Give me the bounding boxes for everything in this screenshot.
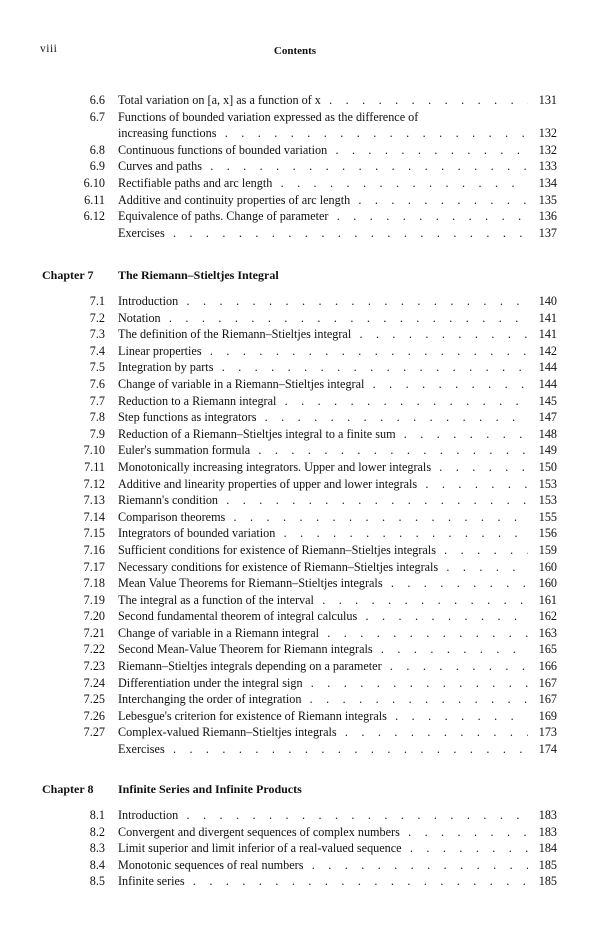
section-title: Riemann's condition . . . — [118, 492, 528, 509]
page-reference: 156 — [538, 526, 557, 541]
section-title: Additive and linearity properties of upper and lower integrals . . . — [118, 476, 528, 493]
section-title: The definition of the Riemann–Stieltjes integral . . . — [118, 326, 528, 343]
section-title: Differentiation under the integral sign . . . — [118, 675, 528, 692]
section-title: Integration by parts . . . — [118, 359, 528, 376]
page-reference: 167 — [538, 675, 557, 690]
chapter-8-label: Chapter 8 — [42, 782, 94, 796]
section-number: 8.4 — [89, 857, 105, 872]
section-number: 7.26 — [83, 708, 105, 723]
toc-entry — [0, 608, 590, 625]
page-reference: 140 — [538, 294, 557, 308]
toc-entry — [0, 724, 590, 741]
section-number: 8.2 — [89, 824, 105, 839]
page-reference: 153 — [538, 493, 557, 508]
page-number: viii — [40, 43, 58, 55]
chapter-7-entries — [0, 293, 590, 758]
section-number: 7.2 — [89, 310, 105, 325]
toc-entry — [0, 559, 590, 576]
toc-entry — [0, 675, 590, 692]
page-reference: 147 — [538, 410, 557, 425]
toc-entry — [0, 175, 590, 192]
section-number: 7.6 — [89, 376, 105, 391]
page-reference: 166 — [538, 659, 557, 674]
toc-entry — [0, 208, 590, 225]
chapter-7-title: The Riemann–Stieltjes Integral — [118, 268, 279, 282]
section-number: 7.12 — [83, 476, 105, 491]
section-title: Introduction . . . — [118, 807, 528, 824]
section-number: 7.20 — [83, 609, 105, 624]
section-number: 7.16 — [83, 542, 105, 557]
section-number: 8.5 — [89, 874, 105, 889]
page-reference: 169 — [538, 708, 557, 723]
section-number: 7.18 — [83, 576, 105, 591]
toc-entry — [0, 125, 590, 142]
page-reference: 173 — [538, 725, 557, 740]
toc-entry — [0, 109, 590, 126]
section-number: 7.13 — [83, 493, 105, 508]
toc-entry — [0, 807, 590, 824]
page-reference: 141 — [538, 327, 557, 342]
section-number: 7.11 — [84, 459, 105, 474]
toc-entry — [0, 708, 590, 725]
section-title: Sufficient conditions for existence of Riemann–Stieltjes integrals . . . — [118, 542, 528, 559]
section-number: 7.15 — [83, 526, 105, 541]
section-number: 6.7 — [89, 109, 105, 124]
toc-entry — [0, 873, 590, 890]
toc-entry — [0, 409, 590, 426]
toc-entry — [0, 476, 590, 493]
section-title: Equivalence of paths. Change of parameter . . . — [118, 208, 528, 225]
page-reference: 162 — [538, 609, 557, 624]
section-title: Second Mean-Value Theorem for Riemann integrals . . . — [118, 641, 528, 658]
chapter-7-label: Chapter 7 — [42, 268, 94, 282]
toc-entry — [0, 509, 590, 526]
section-title: Monotonic sequences of real numbers . . . — [118, 857, 528, 874]
section-title: Comparison theorems . . . — [118, 509, 528, 526]
chapter-6-entries — [0, 92, 590, 241]
chapter-8-heading — [0, 780, 590, 798]
section-number: 7.24 — [83, 675, 105, 690]
page-reference: 161 — [538, 592, 557, 607]
section-title: Change of variable in a Riemann integral . . . — [118, 625, 528, 642]
section-number: 7.17 — [83, 559, 105, 574]
page-reference: 184 — [538, 841, 557, 856]
section-title: Euler's summation formula . . . — [118, 442, 528, 459]
page-reference: 132 — [538, 126, 557, 141]
page-reference: 131 — [538, 93, 557, 107]
section-title: Complex-valued Riemann–Stieltjes integrals . . . — [118, 724, 528, 741]
toc-entry — [0, 343, 590, 360]
section-number: 6.9 — [89, 159, 105, 174]
page-reference: 132 — [538, 142, 557, 157]
section-title: increasing functions . . . — [118, 125, 528, 142]
page-reference: 142 — [538, 343, 557, 358]
toc-entry — [0, 641, 590, 658]
section-title: Infinite series . . . — [118, 873, 528, 890]
section-title: Continuous functions of bounded variation . . . — [118, 142, 528, 159]
section-number: 8.3 — [89, 841, 105, 856]
section-title: Limit superior and limit inferior of a real-valued sequence . . . — [118, 840, 528, 857]
toc-entry — [0, 542, 590, 559]
toc-entry — [0, 658, 590, 675]
toc-entry — [0, 575, 590, 592]
section-number: 7.22 — [83, 642, 105, 657]
page-reference: 183 — [538, 824, 557, 839]
section-title: Additive and continuity properties of arc length . . . — [118, 192, 528, 209]
page-reference: 134 — [538, 175, 557, 190]
section-title: Linear properties . . . — [118, 343, 528, 360]
page-reference: 174 — [538, 742, 557, 757]
section-title: Second fundamental theorem of integral calculus . . . — [118, 608, 528, 625]
section-number: 6.6 — [89, 93, 105, 107]
section-title: Riemann–Stieltjes integrals depending on a parameter . . . — [118, 658, 528, 675]
page-reference: 150 — [538, 459, 557, 474]
section-title: Exercises . . . — [118, 741, 528, 758]
section-title: Convergent and divergent sequences of complex numbers . . . — [118, 824, 528, 841]
page-reference: 137 — [538, 225, 557, 240]
toc-entry — [0, 691, 590, 708]
section-number: 6.8 — [89, 142, 105, 157]
section-number: 7.23 — [83, 659, 105, 674]
section-title: Monotonically increasing integrators. Upper and lower integrals . . . — [118, 459, 528, 476]
section-number: 8.1 — [89, 808, 105, 822]
chapter-7-heading — [0, 266, 590, 284]
section-title: Interchanging the order of integration . . . — [118, 691, 528, 708]
toc-entry — [0, 142, 590, 159]
page-reference: 160 — [538, 559, 557, 574]
section-number: 7.25 — [83, 692, 105, 707]
section-number: 6.12 — [83, 209, 105, 224]
section-title: Step functions as integrators . . . — [118, 409, 528, 426]
section-number: 7.5 — [89, 360, 105, 375]
page-reference: 155 — [538, 509, 557, 524]
section-number: 7.7 — [89, 393, 105, 408]
page-reference: 144 — [538, 376, 557, 391]
page-reference: 153 — [538, 476, 557, 491]
section-number: 7.27 — [83, 725, 105, 740]
section-number: 7.9 — [89, 426, 105, 441]
section-title: Rectifiable paths and arc length . . . — [118, 175, 528, 192]
toc-entry — [0, 92, 590, 109]
page-reference: 144 — [538, 360, 557, 375]
section-title: Reduction to a Riemann integral . . . — [118, 393, 528, 410]
section-title: Necessary conditions for existence of Riemann–Stieltjes integrals . . . — [118, 559, 528, 576]
section-title: The integral as a function of the interval . . . — [118, 592, 528, 609]
page-reference: 167 — [538, 692, 557, 707]
toc-entry — [0, 393, 590, 410]
page-reference: 136 — [538, 209, 557, 224]
page-reference: 185 — [538, 857, 557, 872]
page-reference: 159 — [538, 542, 557, 557]
section-title: Integrators of bounded variation . . . — [118, 525, 528, 542]
toc-entry — [0, 625, 590, 642]
toc-entry — [0, 158, 590, 175]
toc-entry — [0, 592, 590, 609]
section-number: 7.10 — [83, 443, 105, 458]
section-number: 6.10 — [83, 175, 105, 190]
page-reference: 185 — [538, 874, 557, 889]
toc-entry — [0, 459, 590, 476]
toc-entry — [0, 293, 590, 310]
chapter-8-title: Infinite Series and Infinite Products — [118, 782, 302, 796]
section-title: Exercises . . . — [118, 225, 528, 242]
toc-entry — [0, 326, 590, 343]
page-reference: 165 — [538, 642, 557, 657]
page-reference: 163 — [538, 625, 557, 640]
chapter-8-entries — [0, 807, 590, 890]
toc-entry — [0, 192, 590, 209]
toc-entry — [0, 225, 590, 242]
page-reference: 133 — [538, 159, 557, 174]
page-reference: 149 — [538, 443, 557, 458]
section-title: Change of variable in a Riemann–Stieltjes integral . . . — [118, 376, 528, 393]
section-number: 7.14 — [83, 509, 105, 524]
section-title: Total variation on [a, x] as a function of x . . . — [118, 92, 528, 109]
section-number: 7.3 — [89, 327, 105, 342]
toc-entry — [0, 442, 590, 459]
section-title: Notation . . . — [118, 310, 528, 327]
page-reference: 160 — [538, 576, 557, 591]
section-title: Functions of bounded variation expressed as the difference of — [118, 109, 419, 124]
toc-entry — [0, 857, 590, 874]
toc-entry — [0, 525, 590, 542]
toc-entry — [0, 492, 590, 509]
toc-entry — [0, 824, 590, 841]
toc-entry — [0, 426, 590, 443]
running-title: Contents — [273, 45, 317, 57]
section-title: Lebesgue's criterion for existence of Riemann integrals . . . — [118, 708, 528, 725]
section-number: 6.11 — [84, 192, 105, 207]
section-number: 7.8 — [89, 410, 105, 425]
section-title: Reduction of a Riemann–Stieltjes integral to a finite sum . . . — [118, 426, 528, 443]
page-reference: 135 — [538, 192, 557, 207]
page-reference: 183 — [538, 808, 557, 822]
section-number: 7.1 — [89, 294, 105, 308]
section-number: 7.21 — [83, 625, 105, 640]
section-title: Curves and paths . . . — [118, 158, 528, 175]
section-title: Mean Value Theorems for Riemann–Stieltjes integrals . . . — [118, 575, 528, 592]
section-number: 7.4 — [89, 343, 105, 358]
page-reference: 145 — [538, 393, 557, 408]
page-reference: 141 — [538, 310, 557, 325]
toc-entry — [0, 359, 590, 376]
section-title: Introduction . . . — [118, 293, 528, 310]
toc-entry — [0, 310, 590, 327]
toc-entry — [0, 840, 590, 857]
section-number: 7.19 — [83, 592, 105, 607]
toc-entry — [0, 376, 590, 393]
page-reference: 148 — [538, 426, 557, 441]
toc-entry — [0, 741, 590, 758]
